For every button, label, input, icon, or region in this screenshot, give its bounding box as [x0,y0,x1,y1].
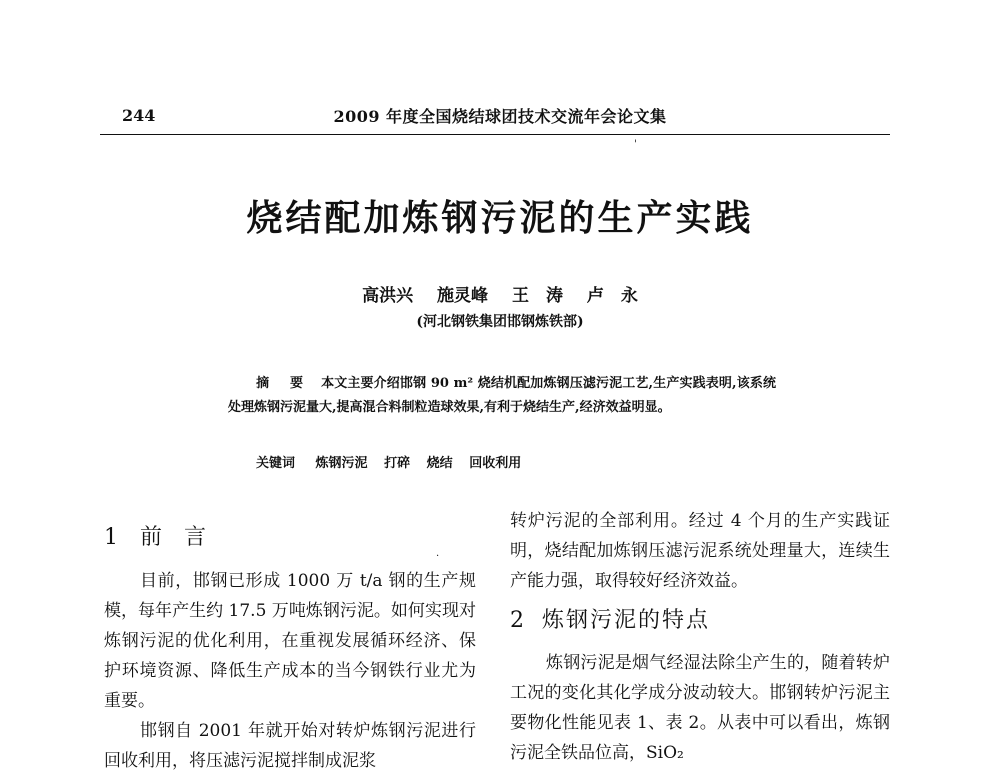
section-2-title: 炼钢污泥的特点 [542,608,711,633]
keyword-2: 打碎 [384,456,411,471]
section-1-paragraph-2: 邯钢自 2001 年就开始对转炉炼钢污泥进行回收利用，将压滤污泥搅拌制成泥浆 [104,721,476,771]
section-2-heading [510,606,890,636]
section-1-paragraph-3: 转炉污泥的全部利用。经过 4 个月的生产实践证明，烧结配加炼钢压滤污泥系统处理量大，连续生产能力强，取得较好经济效益。 [510,511,890,591]
abstract-label: 摘 要 [256,376,312,391]
author-3: 王 涛 [511,286,563,306]
page-number: 244 [122,106,156,125]
left-column [104,566,476,776]
abstract [228,372,776,420]
keywords-label: 关键词 [256,456,296,471]
header-rule [100,134,890,135]
section-2-number: 2 [510,608,524,633]
author-4: 卢 永 [586,286,638,306]
affiliation: (河北钢铁集团邯钢炼铁部) [416,314,584,330]
keyword-1: 炼钢污泥 [315,456,368,471]
author-list [250,281,750,306]
right-column [510,506,890,768]
section-1-title: 前言 [140,525,229,550]
running-title: 2009 年度全国烧结球团技术交流年会论文集 [333,107,667,126]
section-2-paragraph-1: 炼钢污泥是烟气经湿法除尘产生的，随着转炉工况的变化其化学成分波动较大。邯钢转炉污泥主要物化性能见表 1、表 2。从表中可以看出，炼钢污泥全铁品位高，SiO₂ [510,653,890,763]
keyword-4: 回收利用 [469,456,522,471]
stray-dot: . [436,548,440,559]
paper-title: 烧结配加炼钢污泥的生产实践 [246,197,754,239]
section-1-paragraph-1: 目前，邯钢已形成 1000 万 t/a 钢的生产规模，每年产生约 17.5 万吨炼钢污泥。如何实现对炼钢污泥的优化利用，在重视发展循环经济、保护环境资源、降低生产成本的当今钢铁行业尤为重要。 [104,571,476,711]
section-1-number: 1 [104,525,118,550]
author-1: 高洪兴 [362,286,414,306]
keywords [256,452,533,471]
stray-mark: ' [634,139,637,150]
author-2: 施灵峰 [437,286,489,306]
section-1-heading [104,520,228,551]
abstract-text: 本文主要介绍邯钢 90 m² 烧结机配加炼钢压滤污泥工艺,生产实践表明,该系统处理炼钢污泥量大,提高混合料制粒造球效果,有利于烧结生产,经济效益明显。 [228,376,777,415]
keyword-3: 烧结 [426,456,453,471]
